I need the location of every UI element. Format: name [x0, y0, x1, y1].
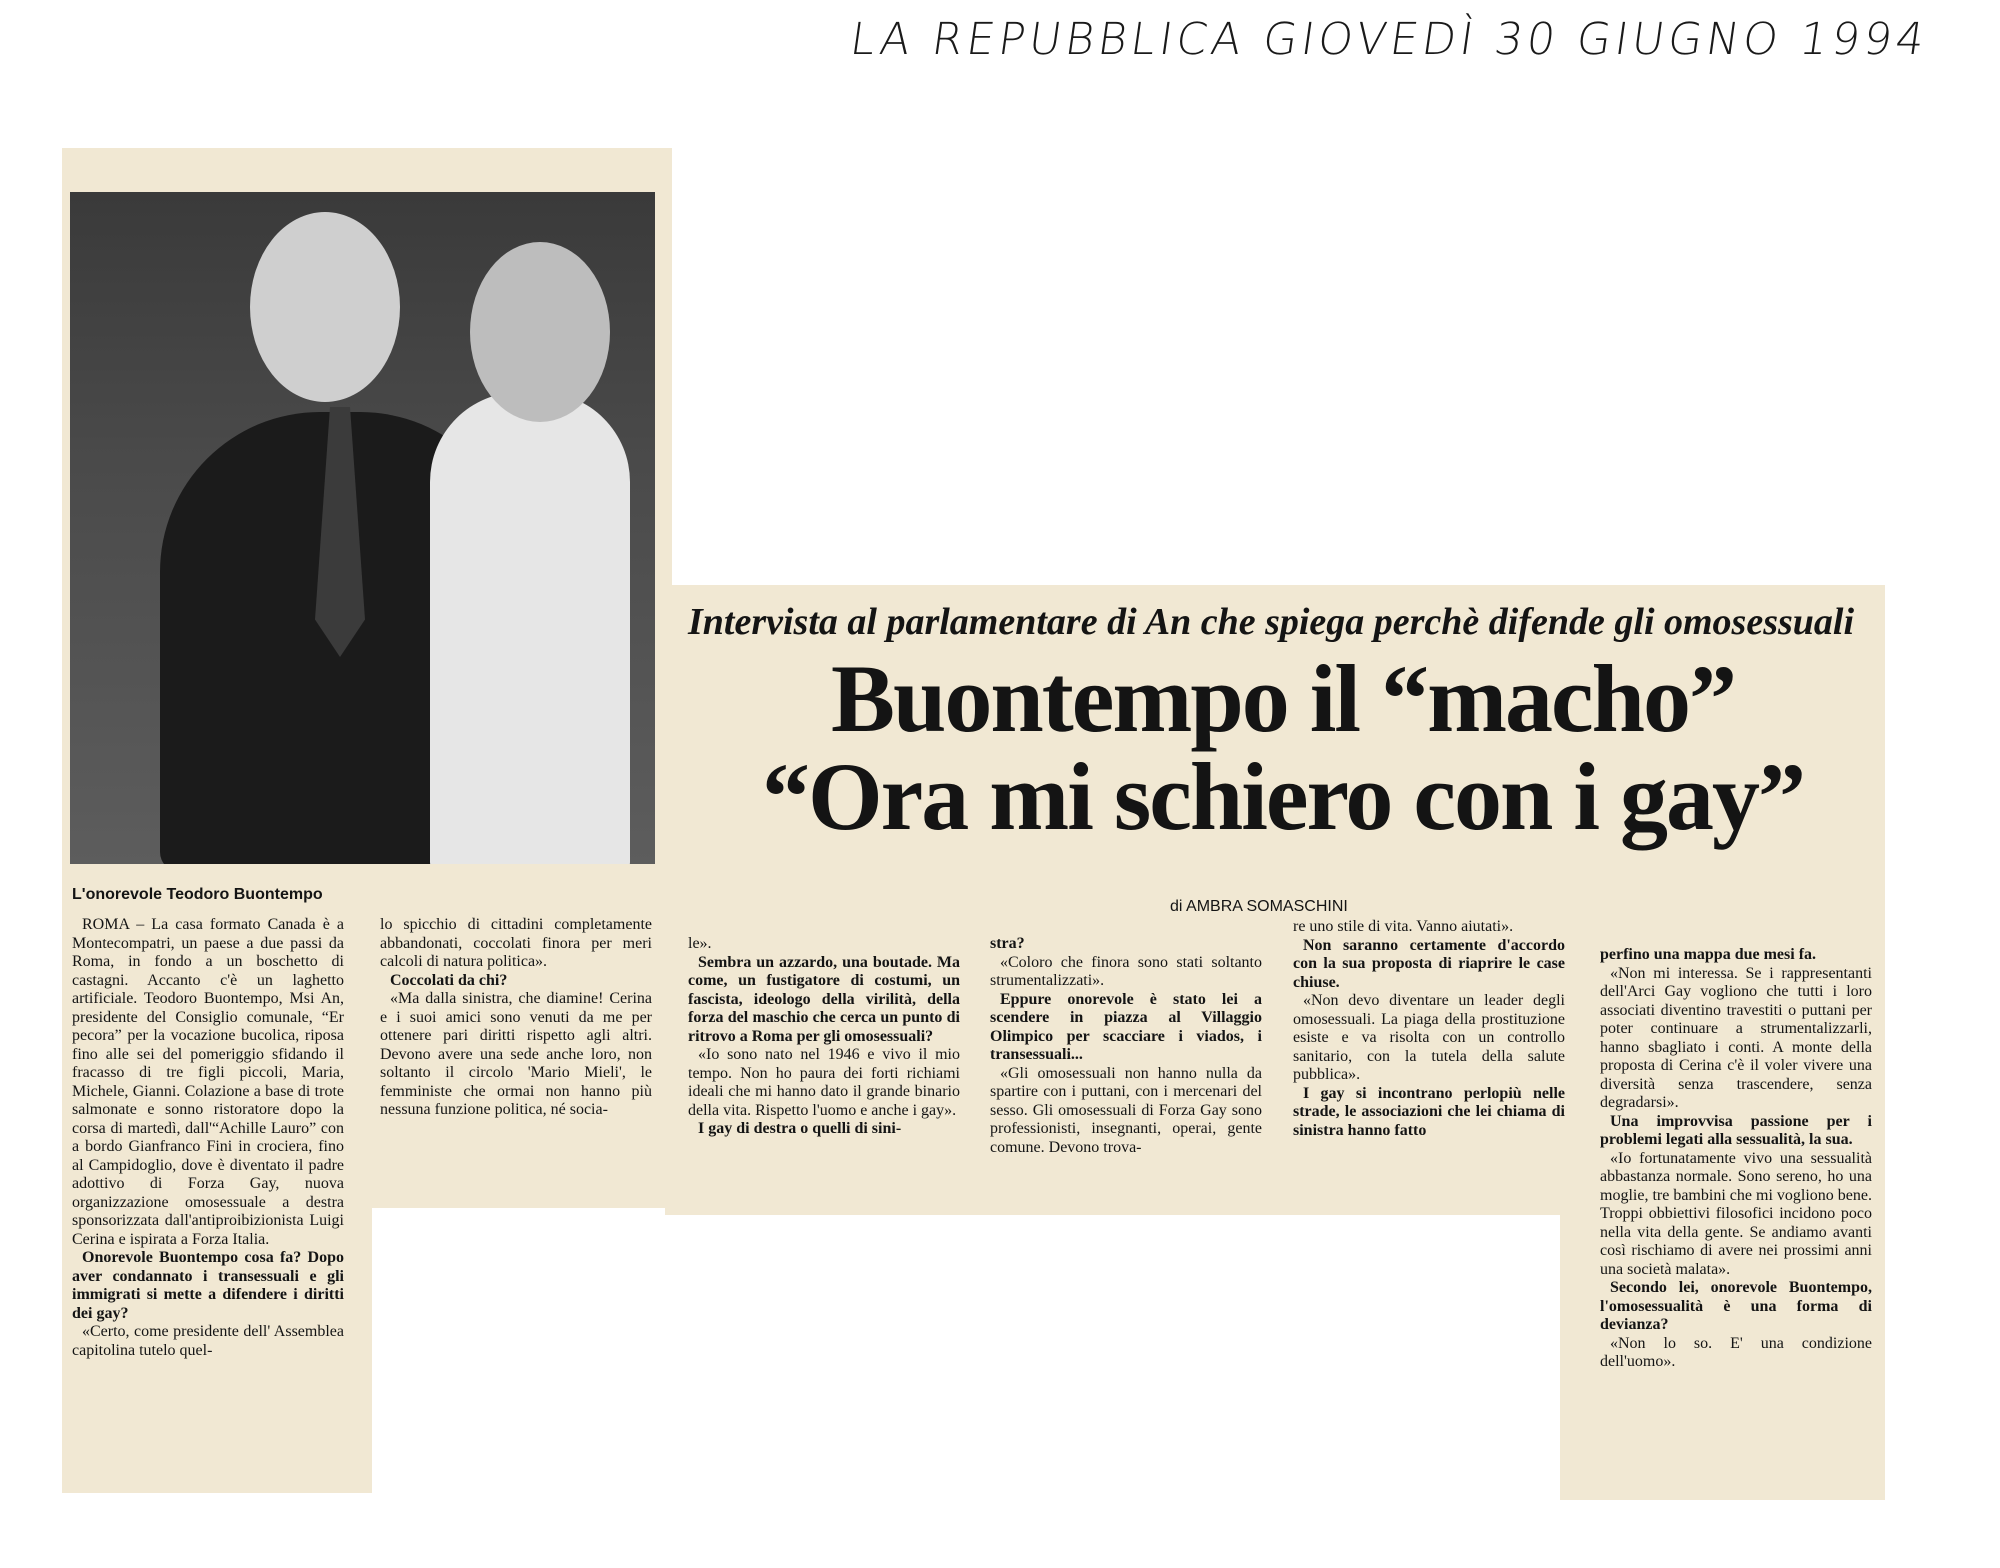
body-paragraph: «Non devo diventare un leader degli omosessuali. La piaga della prostituzione esiste e va risolta con un controllo sanitario, con la tutela della salute pubblica».: [1293, 992, 1565, 1083]
article-column-4: [990, 935, 1262, 1157]
body-paragraph: «Coloro che finora sono stati soltanto strumentalizzati».: [990, 953, 1262, 989]
photo-man-head: [250, 212, 400, 402]
body-paragraph: ROMA – La casa formato Canada è a Montecompatri, un paese a due passi da Roma, in fondo a un boschetto di castagni. Accanto c'è un laghetto artificiale. Teodoro Buontempo, Msi An, presidente del Consiglio comunale, “Er pecora” per la vocazione bucolica, riposa fino alle sei del pomeriggio sfidando il fracasso di tre figli piccoli, Maria, Michele, Gianni. Colazione a base di trote salmonate e sonno ristoratore dopo la corsa di martedì, dall'“Achille Lauro” con a bordo Gianfranco Fini in crociera, fino al Campidoglio, dove è diventato il padre adottivo di Forza Gay, nuova organizzazione omosessuale a destra sponsorizzata dall'antiproibizionista Luigi Cerina e ispirata a Forza Italia.: [72, 916, 344, 1248]
body-paragraph: re uno stile di vita. Vanno aiutati».: [1293, 918, 1514, 935]
photo-woman-figure: [430, 392, 630, 864]
article-kicker: Intervista al parlamentare di An che spiega perchè difende gli omosessuali: [688, 601, 1855, 643]
body-paragraph: perfino una mappa due mesi fa.: [1600, 946, 1817, 963]
question-paragraph: Onorevole Buontempo cosa fa? Dopo aver condannato i transessuali e gli immigrati si mette a difendere i diritti dei gay?: [72, 1249, 344, 1322]
article-column-2: [380, 916, 652, 1120]
article-column-6: [1600, 946, 1872, 1372]
question-paragraph: Una improvvisa passione per i problemi legati alla sessualità, la sua.: [1600, 1112, 1872, 1148]
question-paragraph: Coccolati da chi?: [390, 971, 508, 989]
question-paragraph: Eppure onorevole è stato lei a scendere in piazza al Villaggio Olimpico per scacciare i viados, i transessuali...: [990, 990, 1262, 1063]
body-paragraph: lo spicchio di cittadini completamente abbandonati, coccolati finora per meri calcoli di natura politica».: [380, 916, 652, 970]
body-paragraph: le».: [688, 935, 712, 952]
body-paragraph: «Ma dalla sinistra, che diamine! Cerina e i suoi amici sono venuti da me per ottenere pari diritti rispetto agli altri. Devono avere una sede anche loro, non soltanto il circolo 'Mario Mieli', le femministe che ormai non hanno più nessuna funzione politica, né socia-: [380, 990, 652, 1118]
question-paragraph: Secondo lei, onorevole Buontempo, l'omosessualità è una forma di devianza?: [1600, 1279, 1872, 1333]
headline-line-1: Buontempo il “macho”: [830, 645, 1736, 752]
body-paragraph: «Io fortunatamente vivo una sessualità abbastanza normale. Sono sereno, ho una moglie, tre bambini che mi vogliono bene. Troppi obbiettivi filosofici incidono poco nella vita della gente. Se andiamo avanti così rischiamo di avere nei prossimi anni una società malata».: [1600, 1149, 1872, 1278]
handwritten-date-note: LA REPUBBLICA GIOVEDÌ 30 GIUGNO 1994: [847, 14, 1932, 65]
question-paragraph: I gay di destra o quelli di sini-: [698, 1120, 902, 1137]
body-paragraph: «Non lo so. E' una condizione dell'uomo».: [1600, 1334, 1872, 1370]
question-paragraph: I gay si incontrano perlopiù nelle strade, le associazioni che lei chiama di sinistra hanno fatto: [1293, 1084, 1565, 1139]
body-paragraph: stra?: [990, 935, 1025, 952]
article-byline: di AMBRA SOMASCHINI: [1170, 898, 1348, 915]
photo-woman-head: [470, 242, 610, 422]
body-paragraph: «Gli omosessuali non hanno nulla da spartire con i puttani, con i mercenari del sesso. Gli omosessuali di Forza Gay sono professionisti, insegnanti, operai, gente comune. Devono trova-: [990, 1064, 1262, 1156]
article-headline: [688, 645, 1878, 850]
article-column-1: [72, 916, 344, 1360]
question-paragraph: Non saranno certamente d'accordo con la sua proposta di riaprire le case chiuse.: [1293, 936, 1565, 991]
article-column-3: [688, 935, 960, 1139]
body-paragraph: «Io sono nato nel 1946 e vivo il mio tempo. Non ho paura dei forti richiami ideali che mi hanno dato il grande binario della vita. Rispetto l'uomo e anche i gay».: [688, 1046, 960, 1119]
question-paragraph: Sembra un azzardo, una boutade. Ma come, un fustigatore di costumi, un fascista, ideologo della virilità, della forza del maschio che cerca un punto di ritrovo a Roma per gli omosessuali?: [688, 953, 960, 1045]
article-column-5: [1293, 918, 1565, 1140]
body-paragraph: «Certo, come presidente dell' Assemblea capitolina tutelo quel-: [72, 1323, 344, 1359]
body-paragraph: «Non mi interessa. Se i rappresentanti dell'Arci Gay vogliono che tutti i loro associati diventino travestiti o puttani per poter continuare a strumentalizzarli, hanno sbagliato i conti. A monte della proposta di Cerina c'è il voler vivere una diversità senza trascendere, senza degradarsi».: [1600, 964, 1872, 1111]
article-photo: [70, 192, 655, 864]
photo-caption: L'onorevole Teodoro Buontempo: [72, 886, 323, 903]
headline-line-2: “Ora mi schiero con i gay”: [761, 743, 1805, 850]
